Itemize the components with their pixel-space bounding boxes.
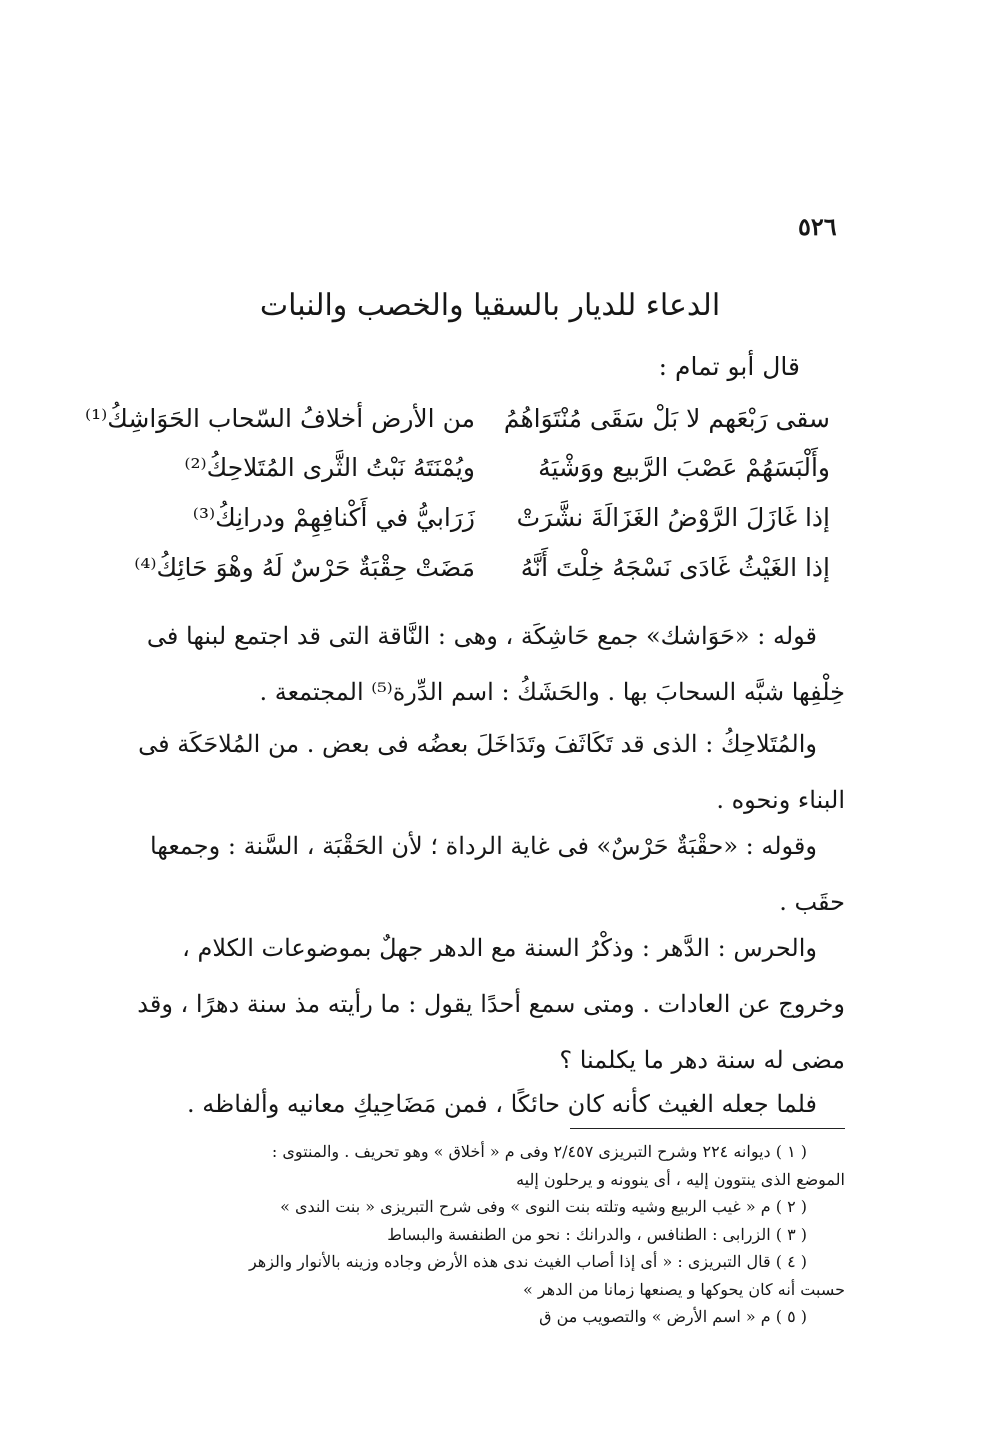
verse-first-hemistich: وأَلْبَسَهُمْ عَصْبَ الرَّبيع ووَشْيَهُ — [538, 453, 830, 482]
verse-first-hemistich: سقى رَبْعَهم لا بَلْ سَقَى مُنْتَوَاهُمُ — [503, 404, 830, 433]
page-number: ٥٢٦ — [798, 212, 837, 241]
commentary-paragraph — [120, 716, 845, 828]
footnote-line: ( ١ ) ديوانه ٢٢٤ وشرح التبريزى ٢/٤٥٧ وفى م « أخلاق » وهو تحريف . والمنتوى : — [271, 1142, 807, 1161]
paragraph-text: وقوله : «حقْبَةٌ حَرْسٌ» فى غاية الرداة ؛ لأن الحَقْبَة ، السَّنة : وجمعها حقَب . — [149, 832, 845, 916]
commentary-paragraph — [120, 1076, 845, 1132]
verse-line — [85, 404, 830, 454]
paragraph-text: قوله : «حَوَاشك» جمع حَاشِكَة ، وهى : النَّاقة التى قد اجتمع لبنها فى خِلْفِها شبَّه السحابَ بها . والحَشَكُ : اسم الدِّرة⁽⁵⁾ المجتمعة . — [146, 622, 845, 706]
commentary-paragraph — [120, 818, 845, 930]
commentary-paragraph — [120, 920, 845, 1088]
verse-line — [130, 553, 830, 603]
footnotes — [140, 1138, 845, 1331]
footnote-line: ( ٤ ) قال التبريزى : « أى إذا أصاب الغيث ندى هذه الأرض وجاده وزينه بالأنوار والزهر — [248, 1252, 807, 1271]
verse-first-hemistich: إذا غَازَلَ الرَّوْضُ الغَزَالَةَ نشَّرَتْ — [516, 503, 830, 532]
verse-second-hemistich: ويُمْنَتَهُ نَبْتُ الثَّرى المُتَلاحِكُ⁽²⁾ — [184, 453, 475, 482]
verse-second-hemistich: زَرَابيُّ في أَكْنافِهِمْ ودرانِكُ⁽³⁾ — [192, 503, 475, 532]
footnote-divider — [570, 1128, 845, 1129]
footnote-line: ( ٥ ) م « اسم الأرض » والتصويب من ق — [539, 1307, 807, 1326]
footnote-line: الموضع الذى ينتوون إليه ، أى ينوونه و يرحلون إليه — [516, 1169, 845, 1189]
commentary-paragraph — [120, 608, 845, 720]
verse-first-hemistich: إذا الغَيْثُ غَادَى نَسْجَهُ خِلْتَ أَنَّهُ — [520, 553, 830, 582]
verse-second-hemistich: من الأرض أخلافُ السّحاب الحَوَاشِكُ⁽¹⁾ — [85, 404, 475, 433]
footnote-line: حسبت أنه كان يحوكها و يصنعها زمانا من الدهر » — [523, 1279, 845, 1299]
poem-introduction: قال أبو تمام : — [658, 352, 800, 381]
verse-line — [130, 453, 830, 503]
chapter-title: الدعاء للديار بالسقيا والخصب والنبات — [259, 288, 721, 323]
paragraph-text: والمُتَلاحِكُ : الذى قد تَكَاثَفَ وتَدَاخَلَ بعضُه فى بعض . من المُلاحَكَة فى البناء ونحوه . — [138, 730, 845, 814]
verse-line — [130, 503, 830, 553]
verse-second-hemistich: مَضَتْ حِقْبَةٌ حَرْسٌ لَهُ وهْوَ حَائِكُ⁽⁴⁾ — [134, 553, 475, 582]
paragraph-text: والحرس : الدَّهر : وذكْرُ السنة مع الدهر جهلٌ بموضوعات الكلام ، وخروج عن العادات . ومتى سمع أحدًا يقول : ما رأيته مذ سنة دهرًا ، وقد مضى له سنة دهر ما يكلمنا ؟ — [137, 934, 845, 1074]
paragraph-text: فلما جعله الغيث كأنه كان حائكًا ، فمن مَضَاحِيكِ معانيه وألفاظه . — [187, 1090, 817, 1118]
footnote-line: ( ٢ ) م « غيب الربيع وشيه وتلته بنت النوى » وفى شرح التبريزى « بنت الندى » — [280, 1197, 807, 1216]
footnote-line: ( ٣ ) الزرابى : الطنافس ، والدرانك : نحو من الطنفسة والبساط — [387, 1224, 807, 1244]
